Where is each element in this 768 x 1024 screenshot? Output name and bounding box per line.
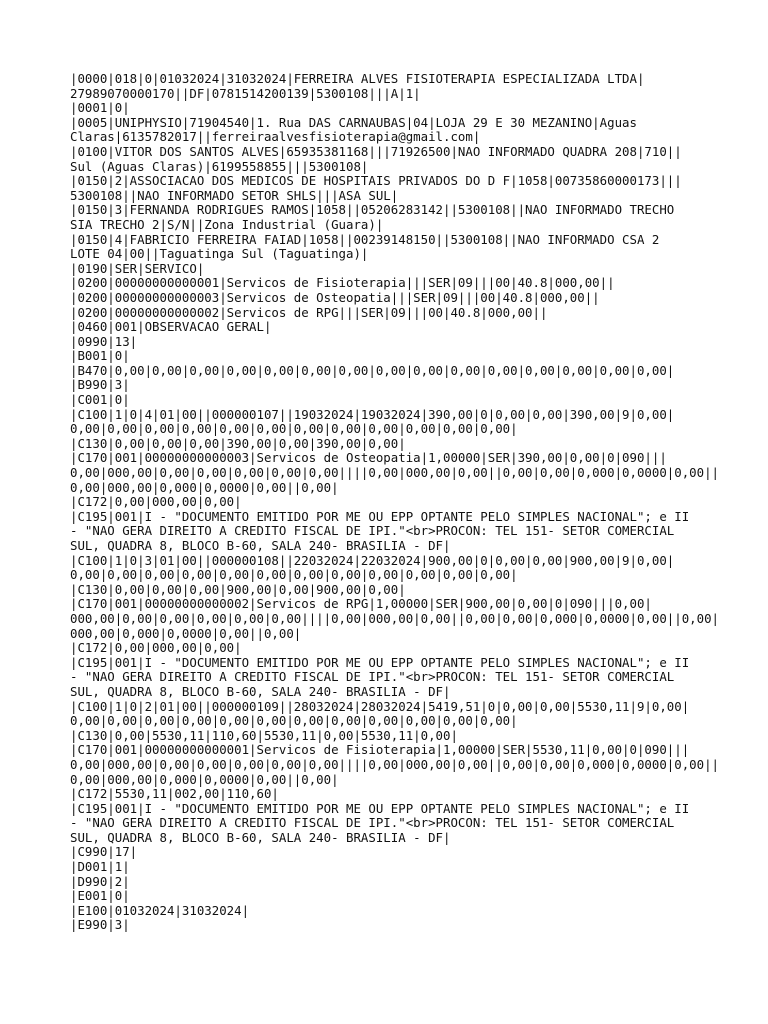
document-line: |D001|1| <box>70 859 130 875</box>
document-line: |0150|4|FABRICIO FERREIRA FAIAD|1058||00239148150||5300108||NAO INFORMADO CSA 2 <box>70 231 660 247</box>
document-line: |C172|5530,11|002,00|110,60| <box>70 786 279 802</box>
document-line: |C170|001|00000000000003|Servicos de Osteopatia|1,00000|SER|390,00|0,00|0|090||| <box>70 450 667 466</box>
document-line: 0,00|0,00|0,00|0,00|0,00|0,00|0,00|0,00|0,00|0,00|0,00|0,00| <box>70 713 518 729</box>
document-line: - "NAO GERA DIREITO A CREDITO FISCAL DE IPI."<br>PROCON: TEL 151- SETOR COMERCIAL <box>70 815 675 831</box>
document-line: |0190|SER|SERVICO| <box>70 260 205 276</box>
document-line: |C195|001|I - "DOCUMENTO EMITIDO POR ME OU EPP OPTANTE PELO SIMPLES NACIONAL"; e II <box>70 508 690 524</box>
document-line: |0460|001|OBSERVACAO GERAL| <box>70 319 272 335</box>
document-line: |0100|VITOR DOS SANTOS ALVES|65935381168|||71926500|NAO INFORMADO QUADRA 208|710|| <box>70 143 682 159</box>
document-line: |E100|01032024|31032024| <box>70 902 250 918</box>
document-line: |C195|001|I - "DOCUMENTO EMITIDO POR ME OU EPP OPTANTE PELO SIMPLES NACIONAL"; e II <box>70 654 690 670</box>
document-line: - "NAO GERA DIREITO A CREDITO FISCAL DE IPI."<br>PROCON: TEL 151- SETOR COMERCIAL <box>70 523 675 539</box>
document-line: |0150|2|ASSOCIACAO DOS MEDICOS DE HOSPITAIS PRIVADOS DO D F|1058|00735860000173||| <box>70 173 682 189</box>
document-line: 000,00|0,000|0,0000|0,00||0,00| <box>70 625 302 641</box>
document-line: 27989070000170||DF|0781514200139|5300108|||A|1| <box>70 85 421 101</box>
document-line: |C130|0,00|0,00|0,00|390,00|0,00|390,00|0,00| <box>70 435 406 451</box>
document-line: SIA TRECHO 2|S/N||Zona Industrial (Guara)| <box>70 216 384 232</box>
document-line: |0200|00000000000002|Servicos de RPG|||SER|09|||00|40.8|000,00|| <box>70 304 548 320</box>
document-line: |0000|018|0|01032024|31032024|FERREIRA ALVES FISIOTERAPIA ESPECIALIZADA LTDA| <box>70 71 645 86</box>
document-line: |C170|001|00000000000001|Servicos de Fisioterapia|1,00000|SER|5530,11|0,00|0|090||| <box>70 742 690 758</box>
document-line: |C195|001|I - "DOCUMENTO EMITIDO POR ME OU EPP OPTANTE PELO SIMPLES NACIONAL"; e II <box>70 800 690 816</box>
document-line: - "NAO GERA DIREITO A CREDITO FISCAL DE IPI."<br>PROCON: TEL 151- SETOR COMERCIAL <box>70 669 675 685</box>
document-line: SUL, QUADRA 8, BLOCO B-60, SALA 240- BRASILIA - DF| <box>70 683 451 699</box>
document-line: |C990|17| <box>70 844 138 860</box>
document-line: 0,00|000,00|0,00|0,00|0,00|0,00|0,00||||0,00|000,00|0,00||0,00|0,00|0,000|0,0000|0,00|| <box>70 756 720 772</box>
document-line: |D990|2| <box>70 873 130 889</box>
document-line: 0,00|000,00|0,00|0,00|0,00|0,00|0,00||||0,00|000,00|0,00||0,00|0,00|0,000|0,0000|0,00|| <box>70 465 720 481</box>
document-line: |0150|3|FERNANDA RODRIGUES RAMOS|1058||05206283142||5300108||NAO INFORMADO TRECHO <box>70 202 675 218</box>
document-line: 0,00|000,00|0,000|0,0000|0,00||0,00| <box>70 479 339 495</box>
document-line: |0001|0| <box>70 100 130 116</box>
document-line: |0200|00000000000001|Servicos de Fisioterapia|||SER|09|||00|40.8|000,00|| <box>70 275 615 291</box>
document-line: |B001|0| <box>70 348 130 364</box>
document-line: |C130|0,00|0,00|0,00|900,00|0,00|900,00|0,00| <box>70 581 406 597</box>
document-line: |C001|0| <box>70 392 130 408</box>
document-line: |B470|0,00|0,00|0,00|0,00|0,00|0,00|0,00|0,00|0,00|0,00|0,00|0,00|0,00|0,00|0,00| <box>70 362 675 378</box>
document-line: SUL, QUADRA 8, BLOCO B-60, SALA 240- BRASILIA - DF| <box>70 538 451 553</box>
sped-file-content <box>70 71 720 933</box>
document-line: 0,00|0,00|0,00|0,00|0,00|0,00|0,00|0,00|0,00|0,00|0,00|0,00| <box>70 567 518 583</box>
document-line: 5300108||NAO INFORMADO SETOR SHLS|||ASA SUL| <box>70 187 399 203</box>
document-line: |0990|13| <box>70 333 138 349</box>
document-line: Sul (Aguas Claras)|6199558855|||5300108| <box>70 158 369 174</box>
document-line: |0005|UNIPHYSIO|71904540|1. Rua DAS CARNAUBAS|04|LOJA 29 E 30 MEZANINO|Aguas <box>70 114 637 130</box>
document-line: |C172|0,00|000,00|0,00| <box>70 640 242 656</box>
document-line: |C100|1|0|3|01|00||000000108||22032024|22032024|900,00|0|0,00|0,00|900,00|9|0,00| <box>70 552 675 568</box>
document-line: |C172|0,00|000,00|0,00| <box>70 494 242 510</box>
document-line: |C100|1|0|2|01|00||000000109||28032024|28032024|5419,51|0|0,00|0,00|5530,11|9|0,00| <box>70 698 690 714</box>
document-line: |B990|3| <box>70 377 130 393</box>
document-line: |0200|00000000000003|Servicos de Osteopatia|||SER|09|||00|40.8|000,00|| <box>70 289 600 305</box>
document-line: 0,00|000,00|0,000|0,0000|0,00||0,00| <box>70 771 339 787</box>
document-line: 000,00|0,00|0,00|0,00|0,00|0,00||||0,00|000,00|0,00||0,00|0,00|0,000|0,0000|0,00||0,00| <box>70 610 720 626</box>
document-line: |C100|1|0|4|01|00||000000107||19032024|19032024|390,00|0|0,00|0,00|390,00|9|0,00| <box>70 406 675 422</box>
document-line: Claras|6135782017||ferreiraalvesfisioterapia@gmail.com| <box>70 129 481 145</box>
document-line: SUL, QUADRA 8, BLOCO B-60, SALA 240- BRASILIA - DF| <box>70 829 451 845</box>
document-line: |E001|0| <box>70 888 130 904</box>
document-line: |E990|3| <box>70 917 130 933</box>
document-line: 0,00|0,00|0,00|0,00|0,00|0,00|0,00|0,00|0,00|0,00|0,00|0,00| <box>70 421 518 437</box>
document-line: |C170|001|00000000000002|Servicos de RPG|1,00000|SER|900,00|0,00|0|090|||0,00| <box>70 596 652 612</box>
document-line: LOTE 04|00||Taguatinga Sul (Taguatinga)| <box>70 246 369 262</box>
document-line: |C130|0,00|5530,11|110,60|5530,11|0,00|5530,11|0,00| <box>70 727 458 743</box>
